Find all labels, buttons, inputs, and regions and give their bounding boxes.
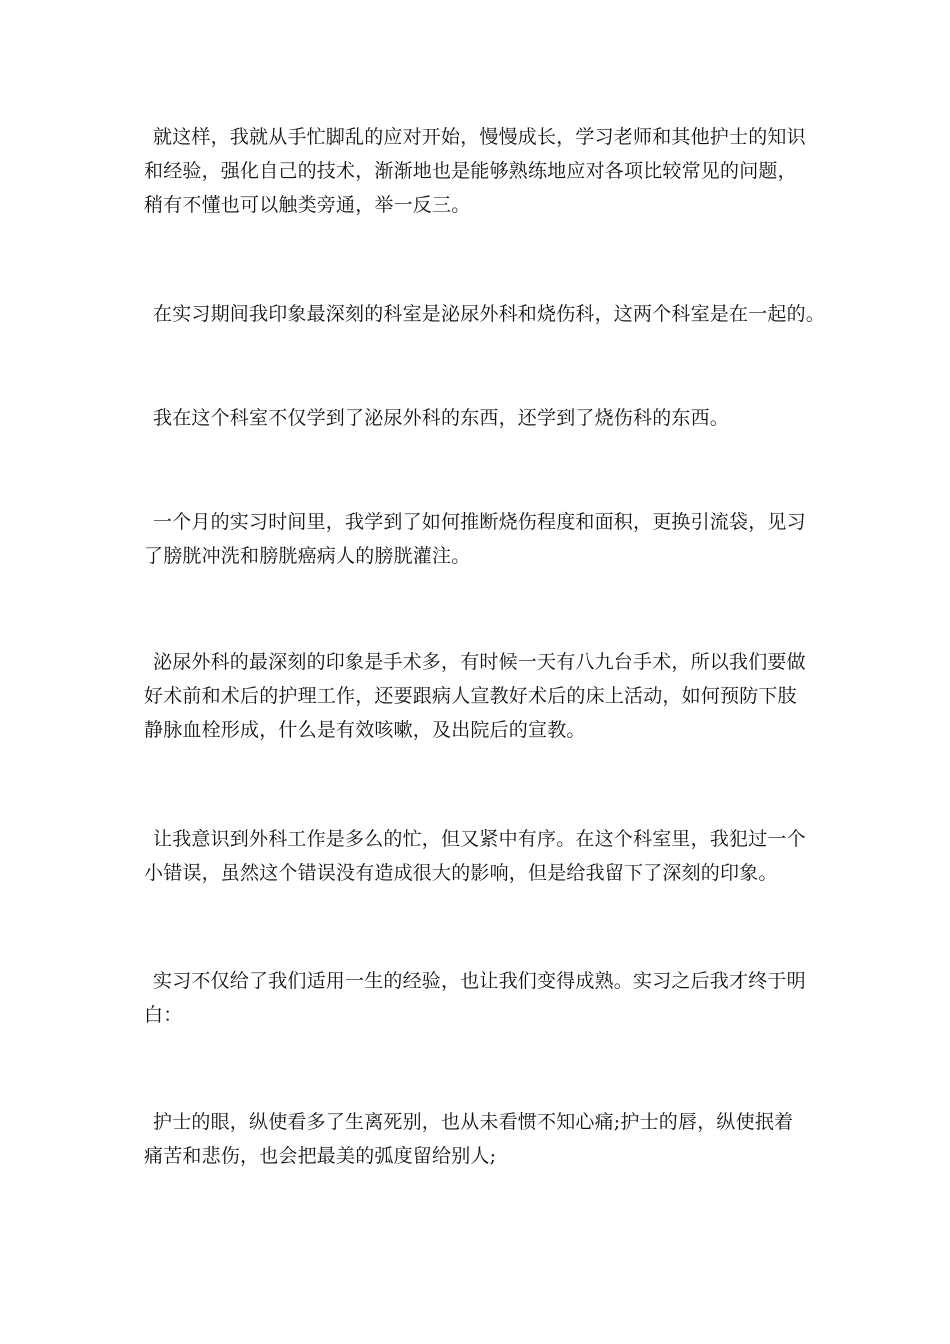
paragraph-line: 小错误，虽然这个错误没有造成很大的影响，但是给我留下了深刻的印象。	[144, 862, 778, 884]
paragraph-line: 泌尿外科的最深刻的印象是手术多，有时候一天有八九台手术，所以我们要做	[153, 651, 806, 673]
paragraph-line: 静脉血栓形成，什么是有效咳嗽，及出院后的宣教。	[144, 719, 586, 741]
paragraph-3	[144, 401, 824, 435]
paragraph-2	[144, 297, 824, 331]
paragraph-line: 让我意识到外科工作是多么的忙，但又紧中有序。在这个科室里，我犯过一个	[153, 828, 806, 850]
paragraph-line: 了膀胱冲洗和膀胱癌病人的膀胱灌注。	[144, 545, 471, 567]
paragraph-4	[144, 505, 824, 573]
paragraph-6	[144, 822, 824, 890]
paragraph-line: 好术前和术后的护理工作，还要跟病人宣教好术后的床上活动，如何预防下肢	[144, 685, 797, 707]
paragraph-line: 就这样，我就从手忙脚乱的应对开始，慢慢成长，学习老师和其他护士的知识	[153, 126, 806, 148]
paragraph-1	[144, 120, 824, 222]
paragraph-7	[144, 964, 824, 1032]
paragraph-line: 实习不仅给了我们适用一生的经验，也让我们变得成熟。实习之后我才终于明	[153, 970, 806, 992]
paragraph-line: 白：	[144, 1004, 183, 1026]
paragraph-line: 痛苦和悲伤，也会把最美的弧度留给别人;	[144, 1145, 497, 1167]
paragraph-line: 我在这个科室不仅学到了泌尿外科的东西，还学到了烧伤科的东西。	[153, 407, 730, 429]
paragraph-8	[144, 1105, 824, 1173]
paragraph-line: 一个月的实习时间里，我学到了如何推断烧伤程度和面积，更换引流袋，见习	[153, 511, 806, 533]
paragraph-line: 和经验，强化自己的技术，渐渐地也是能够熟练地应对各项比较常见的问题，	[144, 160, 797, 182]
paragraph-line: 在实习期间我印象最深刻的科室是泌尿外科和烧伤科，这两个科室是在一起的。	[153, 303, 826, 325]
paragraph-5	[144, 645, 824, 747]
paragraph-line: 护士的眼，纵使看多了生离死别，也从未看惯不知心痛;护士的唇，纵使抿着	[153, 1111, 794, 1133]
paragraph-line: 稍有不懂也可以触类旁通，举一反三。	[144, 194, 471, 216]
